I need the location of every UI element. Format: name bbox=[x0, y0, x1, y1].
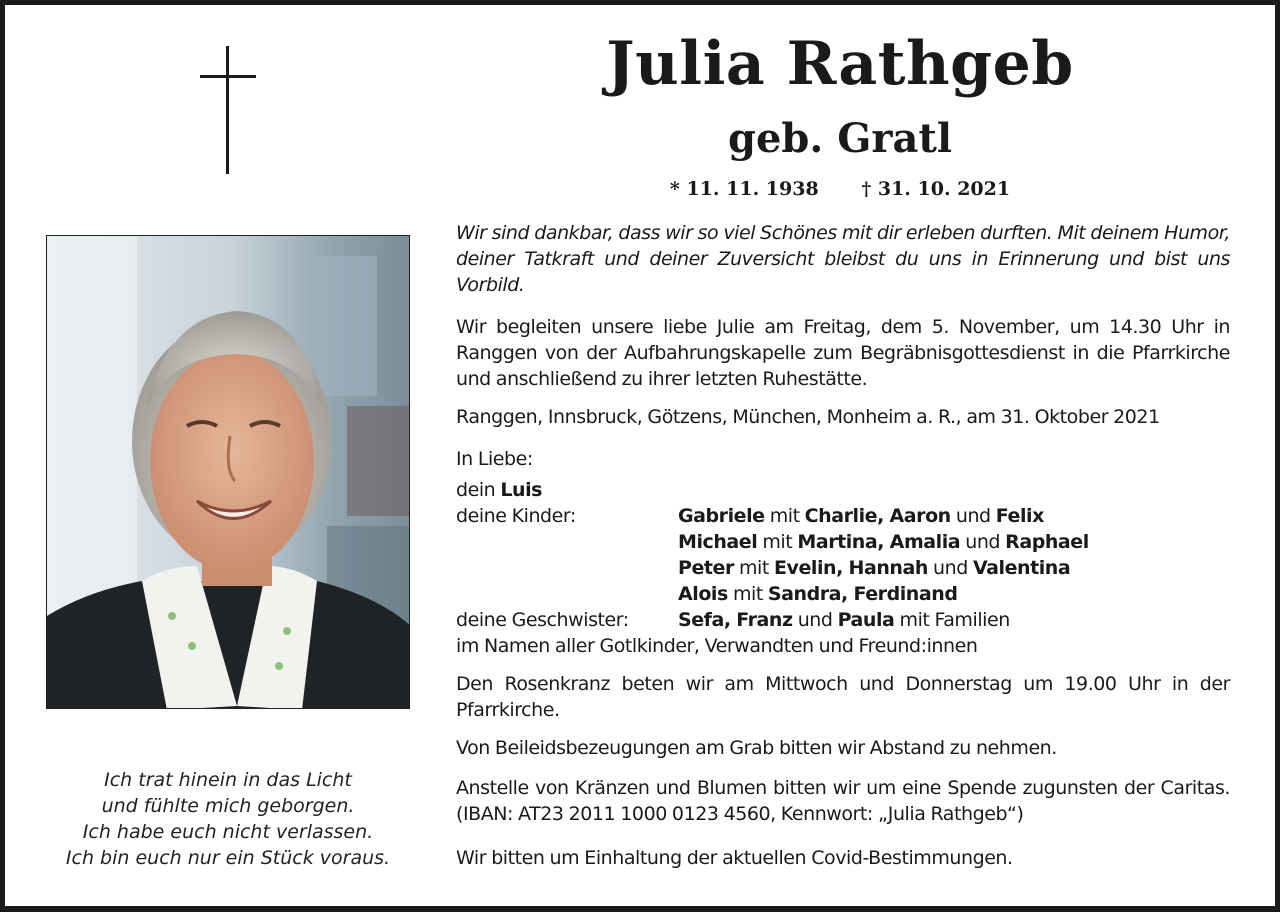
funeral-paragraph bbox=[456, 314, 1230, 392]
mourner-row-siblings bbox=[456, 607, 1230, 633]
mourner-row-children bbox=[456, 529, 1230, 555]
maiden-name: geb. Gratl bbox=[727, 115, 953, 162]
mourners-list bbox=[456, 477, 1230, 659]
death-date: † 31. 10. 2021 bbox=[861, 178, 1011, 200]
children-label: deine Kinder: bbox=[456, 505, 576, 527]
funeral-text: Wir begleiten unsere liebe Julie am Freitag, dem 5. November, um 14.30 Uhr in Ranggen von der Aufbahrungskapelle zum Begräbnisgottesdienst in die Pfarrkirche und anschließend zu ihrer letzten Ruhestätte. bbox=[456, 316, 1230, 390]
gratitude-text: Wir sind dankbar, dass wir so viel Schönes mit dir erleben durften. Mit deinem Humor, deiner Tatkraft und deiner Zuversicht bleibst du uns in Erinnerung und bist uns Vorbild. bbox=[456, 222, 1230, 296]
poem-line: Ich habe euch nicht verlassen. bbox=[82, 821, 374, 843]
rosary-text: Den Rosenkranz beten wir am Mittwoch und Donnerstag um 19.00 Uhr in der Pfarrkirche. bbox=[456, 673, 1230, 721]
siblings-label: deine Geschwister: bbox=[456, 609, 629, 631]
poem bbox=[30, 767, 426, 871]
latin-cross-icon bbox=[200, 46, 256, 174]
husband-label: dein bbox=[456, 479, 496, 501]
portrait-photo bbox=[46, 235, 410, 709]
condolences-note: Von Beileidsbezeugungen am Grab bitten wir Abstand zu nehmen. bbox=[456, 737, 1057, 759]
life-dates bbox=[560, 176, 1120, 202]
birth-date: * 11. 11. 1938 bbox=[669, 178, 819, 200]
child-entry: Peter mit Evelin, Hannah und Valentina bbox=[678, 557, 1071, 579]
poem-line: Ich bin euch nur ein Stück voraus. bbox=[65, 847, 391, 869]
deceased-name: Julia Rathgeb bbox=[606, 29, 1074, 99]
child-entry: Gabriele mit Charlie, Aaron und Felix bbox=[678, 505, 1044, 527]
donation-text: Anstelle von Kränzen und Blumen bitten wir um eine Spende zugunsten der Caritas. (IBAN: AT23 2011 1000 0123 4560, Kennwort: „Julia Rathgeb“) bbox=[456, 777, 1230, 825]
in-love-heading: In Liebe: bbox=[456, 448, 533, 470]
place-date: Ranggen, Innsbruck, Götzens, München, Monheim a. R., am 31. Oktober 2021 bbox=[456, 406, 1160, 428]
rosary-paragraph bbox=[456, 671, 1230, 723]
mourner-row-children bbox=[456, 555, 1230, 581]
mourner-row-husband bbox=[456, 477, 1230, 503]
poem-line: und fühlte mich geborgen. bbox=[101, 795, 355, 817]
poem-line: Ich trat hinein in das Licht bbox=[104, 769, 352, 791]
siblings-entry: Sefa, Franz und Paula mit Familien bbox=[678, 609, 1010, 631]
mourner-row-others: im Namen aller Gotlkinder, Verwandten und Freund:innen bbox=[456, 635, 978, 657]
child-entry: Alois mit Sandra, Ferdinand bbox=[678, 583, 958, 605]
mourner-row-children bbox=[456, 503, 1230, 529]
gratitude-quote bbox=[456, 220, 1230, 298]
child-entry: Michael mit Martina, Amalia und Raphael bbox=[678, 531, 1089, 553]
mourner-row-children bbox=[456, 581, 1230, 607]
covid-note: Wir bitten um Einhaltung der aktuellen Covid-Bestimmungen. bbox=[456, 847, 1013, 869]
husband-name: Luis bbox=[500, 479, 543, 501]
donation-paragraph bbox=[456, 775, 1230, 827]
